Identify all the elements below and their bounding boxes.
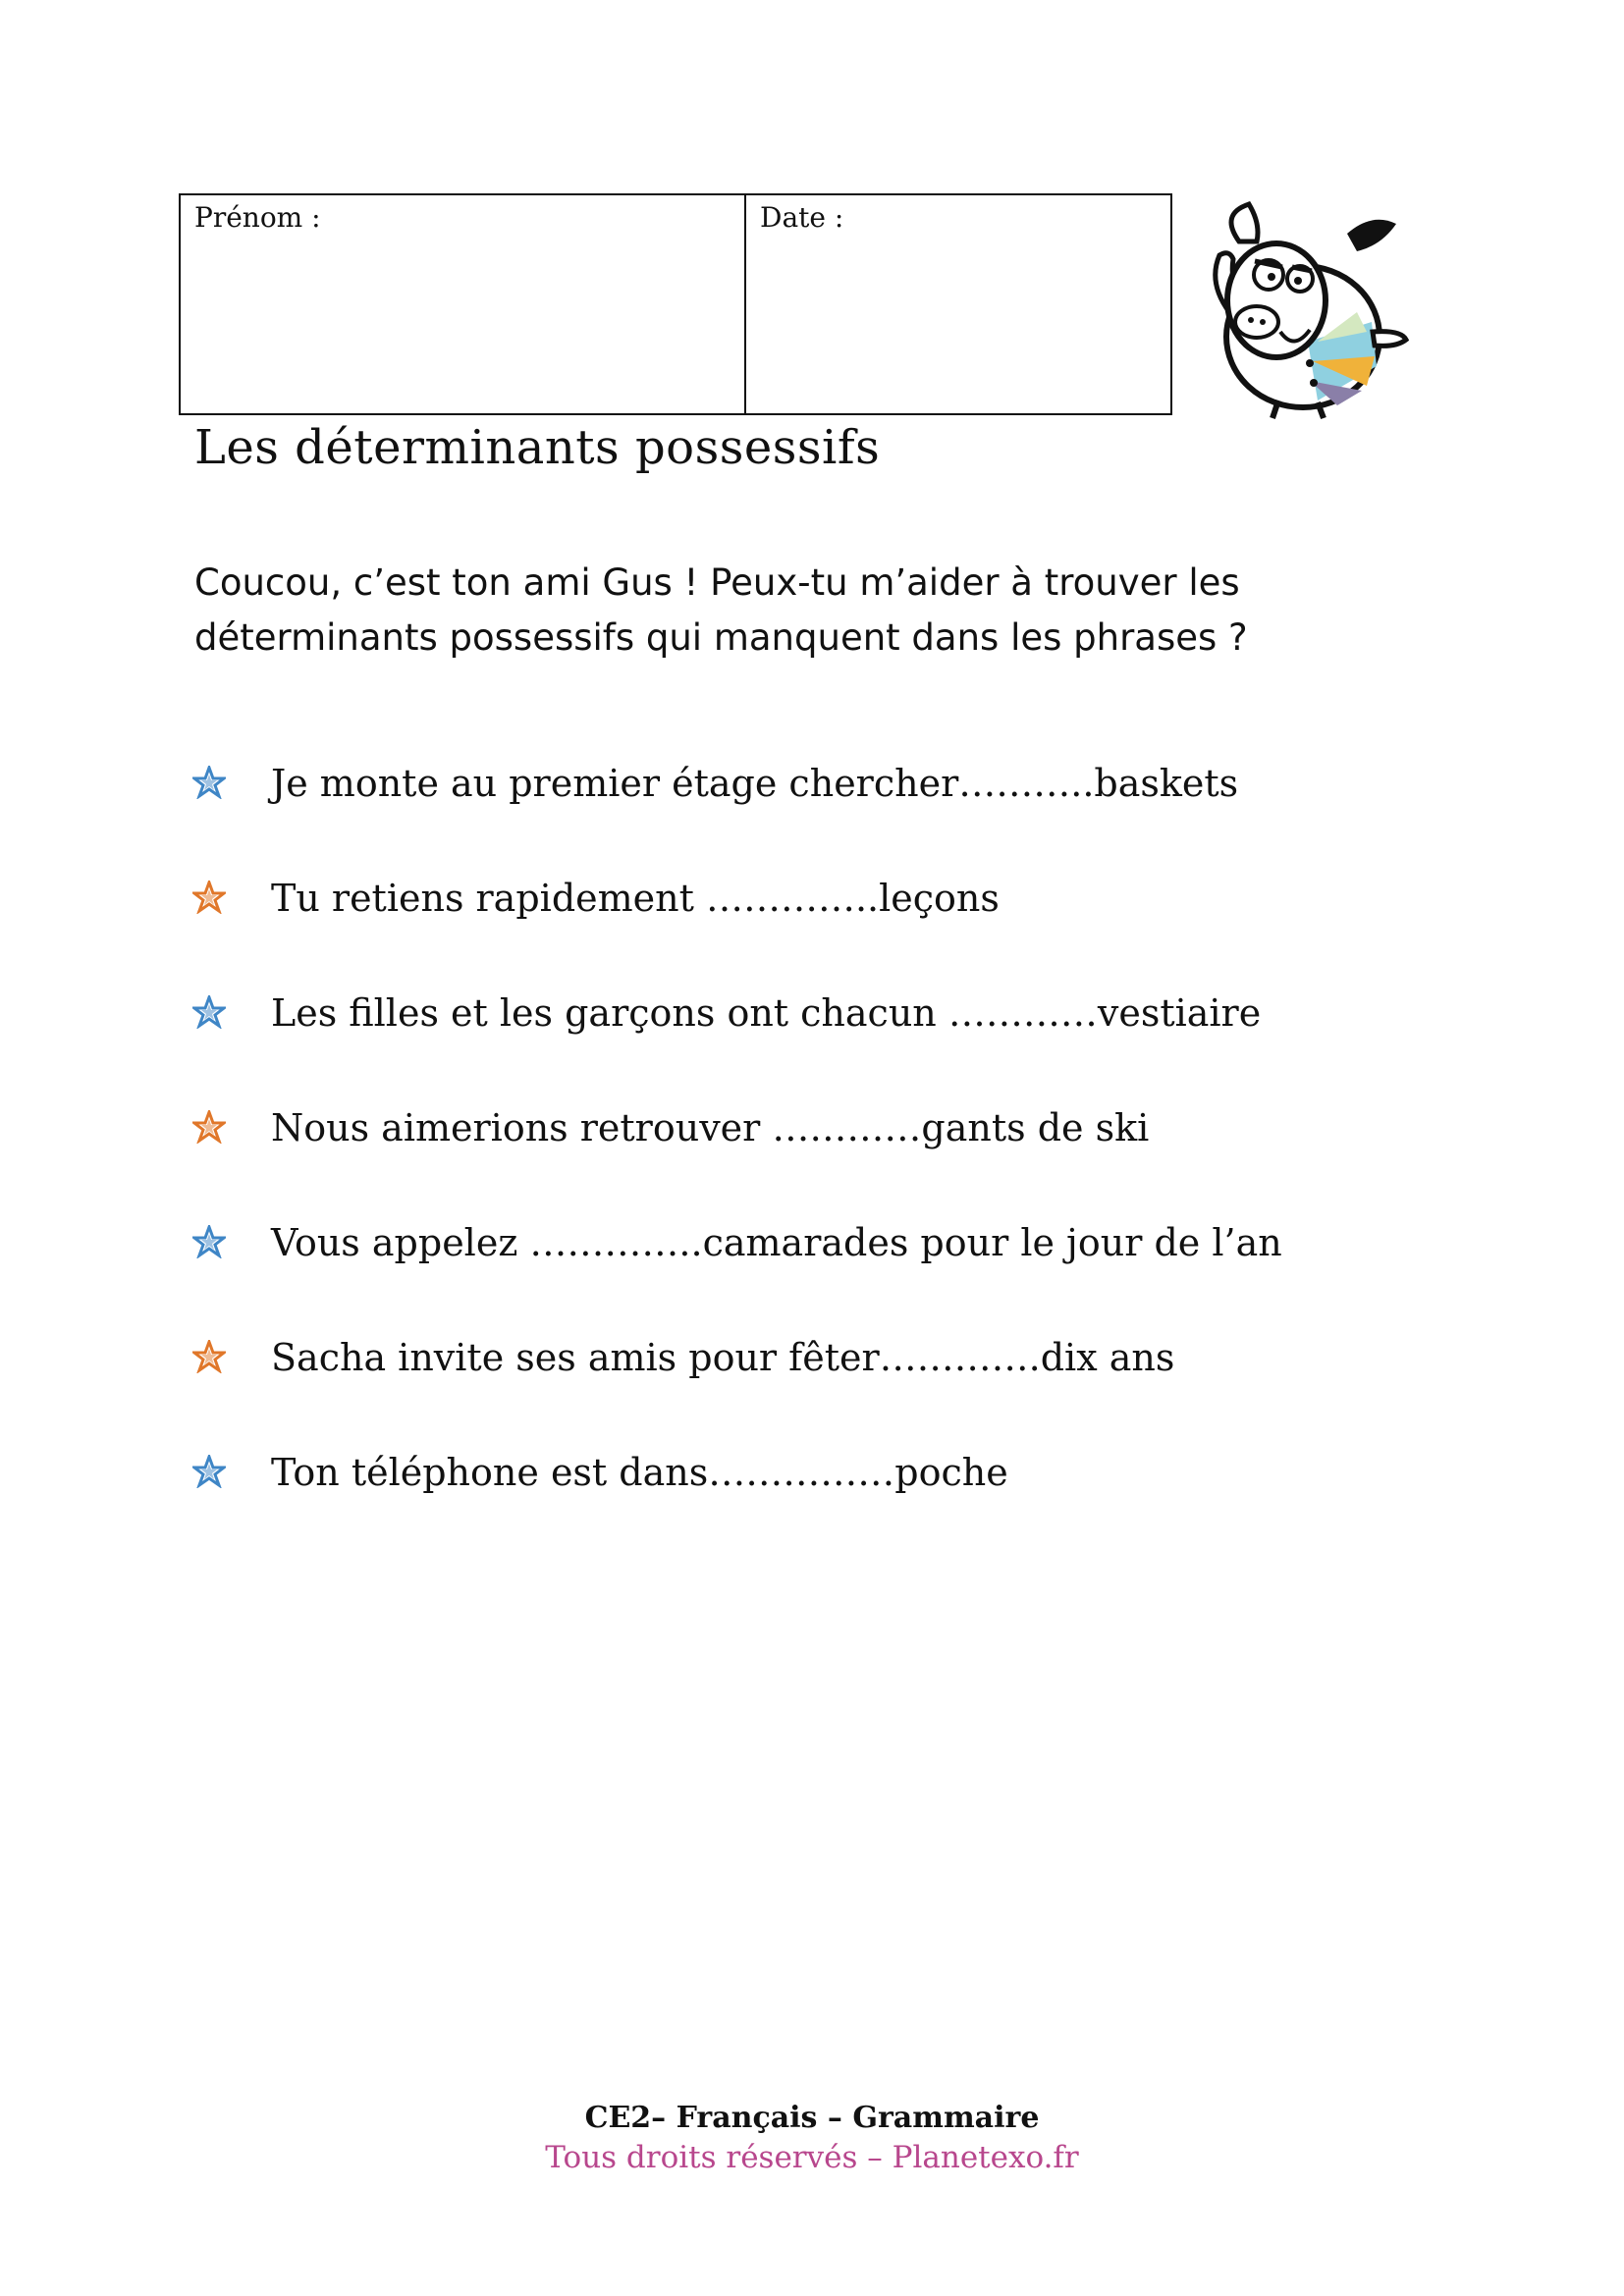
intro-instructions: Coucou, c’est ton ami Gus ! Peux-tu m’aider à trouver les déterminants possessifs qui manquent dans les phrases ? [194,561,1248,659]
star-icon [192,1225,226,1258]
exercise-sentence: Vous appelez …………..camarades pour le jour de l’an [271,1221,1282,1264]
star-icon [192,1455,226,1488]
student-info-box [179,193,1172,415]
exercise-item [192,986,1282,1100]
exercise-item [192,1445,1282,1560]
exercise-sentence: Nous aimerions retrouver …………gants de ski [271,1106,1150,1149]
exercise-item [192,1330,1282,1445]
exercise-sentence: Les filles et les garçons ont chacun …………vestiaire [271,991,1262,1035]
date-label: Date : [760,201,844,234]
exercise-item [192,1100,1282,1215]
star-icon [192,995,226,1029]
exercise-item [192,871,1282,986]
star-icon [192,1110,226,1144]
mascot-gus-illustration [1200,194,1416,420]
exercise-sentence: Ton téléphone est dans……………poche [271,1451,1008,1494]
page-title: Les déterminants possessifs [194,420,881,475]
exercise-sentence: Tu retiens rapidement …………..leçons [271,877,1000,920]
star-icon [192,1340,226,1373]
prenom-label: Prénom : [194,201,321,234]
exercise-item [192,1215,1282,1330]
footer-subject: CE2– Français – Grammaire [584,2101,1040,2135]
exercise-list [192,756,1282,1560]
footer-rights-link[interactable]: Tous droits réservés – Planetexo.fr [545,2140,1079,2175]
exercise-sentence: Je monte au premier étage chercher………..baskets [271,762,1239,805]
prenom-field[interactable] [181,195,746,413]
star-icon [192,766,226,799]
exercise-item [192,756,1282,871]
exercise-sentence: Sacha invite ses amis pour fêter………….dix ans [271,1336,1175,1379]
star-icon [192,881,226,914]
date-field[interactable] [746,195,1170,413]
